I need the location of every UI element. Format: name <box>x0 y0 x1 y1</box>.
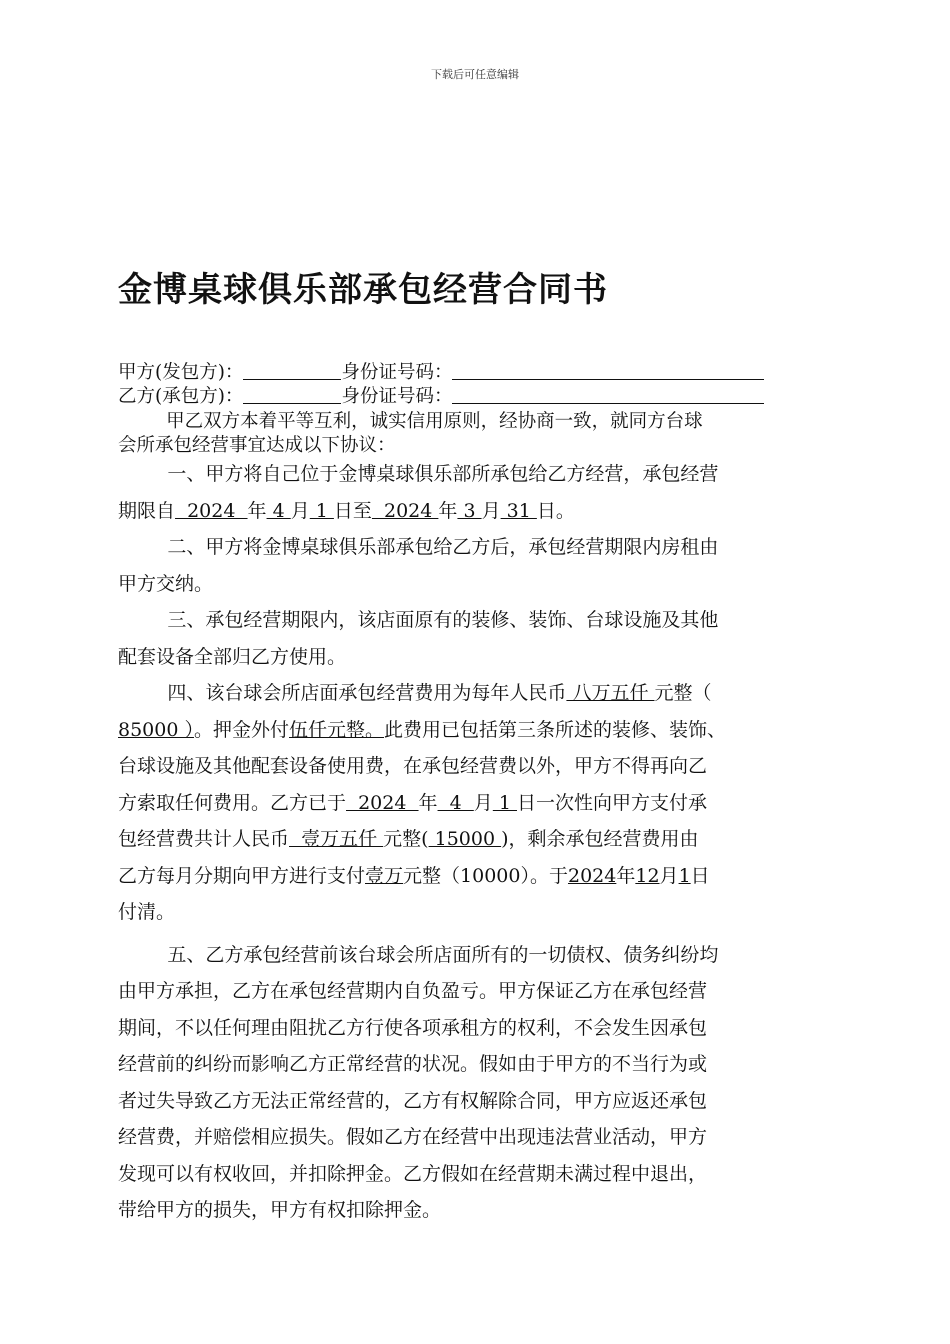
clause-3 <box>118 602 858 675</box>
clause-4-text: 元整（ <box>654 682 712 704</box>
clause-4-line-2 <box>118 712 858 749</box>
term-start-year: 2024 <box>175 499 248 522</box>
clause-5-line-8: 带给甲方的损失，甲方有权扣除押金。 <box>118 1199 442 1221</box>
clause-5-line-3: 期间，不以任何理由阻扰乙方行使各项承租方的权利，不会发生因承包 <box>118 1016 708 1039</box>
clause-5-line-2: 由甲方承担，乙方在承包经营期内自负盈亏。甲方保证乙方在承包经营 <box>118 980 708 1002</box>
paid-amount-num: 15000 <box>428 828 502 850</box>
party-b-name-blank <box>243 385 341 404</box>
payment-month: 4 <box>437 791 474 814</box>
clauses <box>118 456 858 1229</box>
clause-4-line-4 <box>118 785 858 822</box>
clause-5-line-4: 经营前的纠纷而影响乙方正常经营的状况。假如由于甲方的不当行为或 <box>118 1053 708 1075</box>
day-char: 日。 <box>536 499 575 522</box>
deposit-amount: 伍仟元整。 <box>289 718 385 741</box>
clause-4-text: 四、该台球会所店面承包经营费用为每年人民币 <box>167 682 567 704</box>
clause-2-line-2: 甲方交纳。 <box>118 572 214 595</box>
payment-day: 1 <box>492 791 517 814</box>
term-prefix: 期限自 <box>118 499 176 522</box>
clause-3-line-2: 配套设备全部归乙方使用。 <box>118 645 347 668</box>
party-a-line <box>118 361 838 385</box>
clause-4-text: 此费用已包括第三条所述的装修、装饰、 <box>384 718 727 741</box>
annual-fee-cn: 八万五仟 <box>566 682 655 704</box>
term-to: 日至 <box>333 499 372 522</box>
party-b-id-label: 身份证号码： <box>341 386 453 407</box>
clause-1-line-2 <box>118 493 858 530</box>
clause-4-line-7: 付清。 <box>118 901 176 923</box>
party-a-id-label: 身份证号码： <box>341 362 453 383</box>
year-char: 年 <box>418 791 438 814</box>
party-b-label: 乙方(承包方)： <box>118 386 244 407</box>
year-char: 年 <box>616 864 636 887</box>
term-start-month: 4 <box>266 499 291 522</box>
final-month: 12 <box>635 864 660 887</box>
party-a-name-blank <box>243 361 341 380</box>
clause-4-text: )，剩余承包经营费用由 <box>501 828 699 850</box>
clause-4-text: 元整( <box>383 828 429 850</box>
party-b-id-blank <box>452 385 764 404</box>
term-end-day: 31 <box>500 499 537 522</box>
clause-4-line-3: 台球设施及其他配套设备使用费，在承包经营费以外，甲方不得再向乙 <box>118 755 708 777</box>
clause-4-line-6 <box>118 858 858 895</box>
clause-4-text: 。押金外付 <box>193 718 289 741</box>
month-char: 月 <box>290 499 310 522</box>
clause-1 <box>118 456 858 529</box>
payment-year: 2024 <box>346 791 419 814</box>
party-a-label: 甲方(发包方)： <box>118 362 244 383</box>
clause-2-line-1: 二、甲方将金博桌球俱乐部承包给乙方后，承包经营期限内房租由 <box>167 536 719 558</box>
clause-4-text: 方索取任何费用。乙方已于 <box>118 791 347 814</box>
clause-4-line-1 <box>118 675 858 712</box>
party-b-line <box>118 385 838 409</box>
clause-3-line-1: 三、承包经营期限内，该店面原有的装修、装饰、台球设施及其他 <box>167 609 719 631</box>
party-block <box>118 361 838 409</box>
clause-4-text: 元整（10000）。于 <box>403 864 568 887</box>
intro-line-1: 甲乙双方本着平等互利，诚实信用原则，经协商一致，就同方台球 <box>166 411 703 432</box>
clause-1-line-1: 一、甲方将自己位于金博桌球俱乐部所承包给乙方经营，承包经营 <box>167 463 719 485</box>
day-char: 日 <box>690 864 710 887</box>
paid-amount-cn: 壹万五仟 <box>289 828 384 850</box>
header-note: 下载后可任意编辑 <box>431 68 519 81</box>
year-char: 年 <box>247 499 267 522</box>
clause-4-text: 乙方每月分期向甲方进行支付 <box>118 864 366 887</box>
clause-5-line-1: 五、乙方承包经营前该台球会所店面所有的一切债权、债务纠纷均 <box>167 943 719 966</box>
monthly-amount-cn: 壹万 <box>365 864 404 887</box>
clause-4-line-5 <box>118 821 858 858</box>
term-end-month: 3 <box>457 499 482 522</box>
final-year: 2024 <box>567 864 617 887</box>
clause-2 <box>118 529 858 602</box>
document-title: 金博桌球俱乐部承包经营合同书 <box>118 270 608 310</box>
clause-5 <box>118 937 858 1229</box>
clause-5-line-6: 经营费，并赔偿相应损失。假如乙方在经营中出现违法营业活动，甲方 <box>118 1126 708 1148</box>
year-char: 年 <box>438 499 458 522</box>
term-start-day: 1 <box>309 499 334 522</box>
clause-5-line-5: 者过失导致乙方无法正常经营的，乙方有权解除合同，甲方应返还承包 <box>118 1089 708 1112</box>
month-char: 月 <box>481 499 501 522</box>
month-char: 月 <box>659 864 679 887</box>
intro-paragraph <box>118 410 838 458</box>
term-end-year: 2024 <box>371 499 439 522</box>
annual-fee-num: 85000 ） <box>118 718 194 741</box>
clause-4-text: 包经营费共计人民币 <box>118 828 290 850</box>
clause-4 <box>118 675 858 931</box>
month-char: 月 <box>473 791 493 814</box>
final-day: 1 <box>678 864 691 887</box>
clause-4-text: 日一次性向甲方支付承 <box>516 791 707 814</box>
intro-line-2: 会所承包经营事宜达成以下协议： <box>118 435 396 456</box>
party-a-id-blank <box>452 361 764 380</box>
clause-5-line-7: 发现可以有权收回，并扣除押金。乙方假如在经营期未满过程中退出， <box>118 1162 708 1185</box>
